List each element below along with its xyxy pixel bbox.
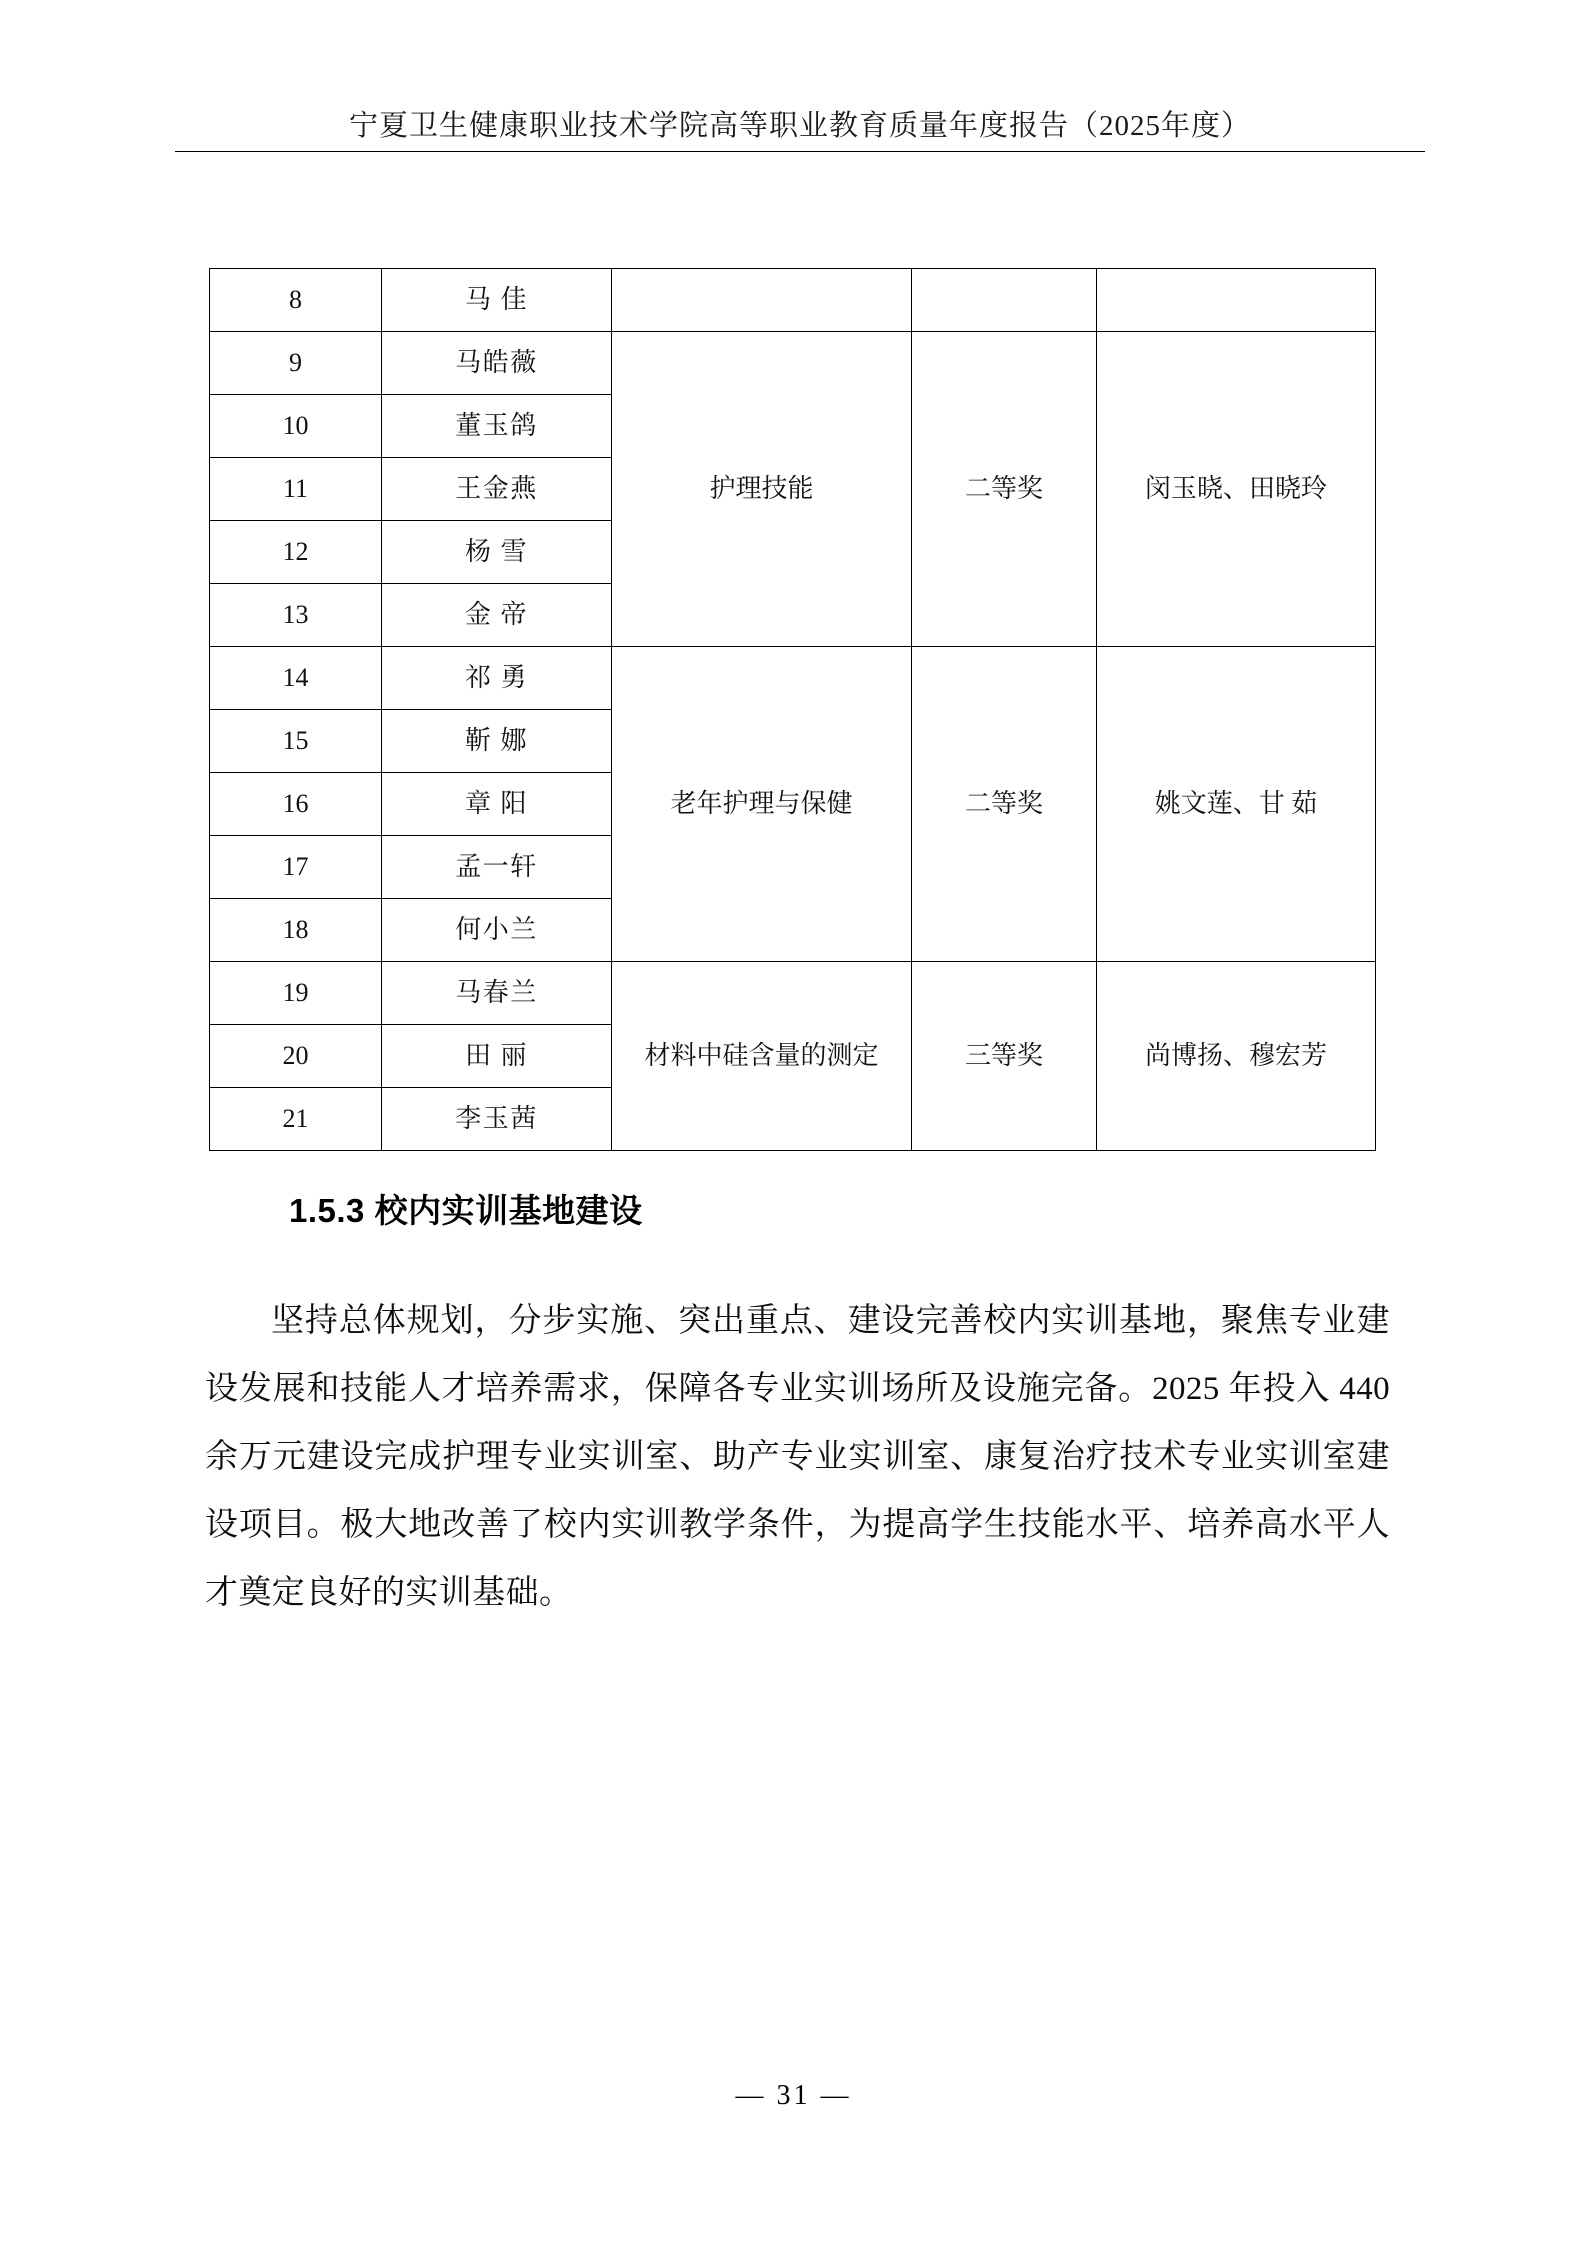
row-award <box>912 269 1097 332</box>
row-number: 19 <box>210 962 382 1025</box>
row-name: 章 阳 <box>382 773 612 836</box>
row-coach <box>1097 269 1376 332</box>
group-coach: 姚文莲、甘 茹 <box>1097 647 1376 962</box>
group-item: 材料中硅含量的测定 <box>612 962 912 1151</box>
row-number: 12 <box>210 521 382 584</box>
row-item <box>612 269 912 332</box>
group-coach: 闵玉晓、田晓玲 <box>1097 332 1376 647</box>
row-name: 王金燕 <box>382 458 612 521</box>
row-number: 8 <box>210 269 382 332</box>
row-number: 16 <box>210 773 382 836</box>
row-name: 李玉茜 <box>382 1088 612 1151</box>
group-award: 三等奖 <box>912 962 1097 1151</box>
group-item: 护理技能 <box>612 332 912 647</box>
row-number: 18 <box>210 899 382 962</box>
row-number: 15 <box>210 710 382 773</box>
section-paragraph: 坚持总体规划，分步实施、突出重点、建设完善校内实训基地，聚焦专业建设发展和技能人才培养需求，保障各专业实训场所及设施完备。2025 年投入 440 余万元建设完成护理专业实训室、助产专业实训室、康复治疗技术专业实训室建设项目。极大地改善了校内实训教学条件，为提高学生技能水平、培养高水平人才奠定良好的实训基础。 <box>205 1303 1390 1611</box>
section-heading: 1.5.3 校内实训基地建设 <box>289 1192 643 1229</box>
row-name: 马 佳 <box>382 269 612 332</box>
header-divider <box>175 151 1425 152</box>
row-name: 祁 勇 <box>382 647 612 710</box>
header-title: 宁夏卫生健康职业技术学院高等职业教育质量年度报告（2025年度） <box>348 110 1251 142</box>
row-name: 马皓薇 <box>382 332 612 395</box>
row-number: 10 <box>210 395 382 458</box>
row-name: 何小兰 <box>382 899 612 962</box>
row-number: 17 <box>210 836 382 899</box>
table-row <box>210 332 1376 395</box>
row-name: 杨 雪 <box>382 521 612 584</box>
page-number: — 31 — <box>735 2080 852 2111</box>
group-award: 二等奖 <box>912 647 1097 962</box>
group-award: 二等奖 <box>912 332 1097 647</box>
row-name: 孟一轩 <box>382 836 612 899</box>
table-row <box>210 962 1376 1025</box>
row-number: 9 <box>210 332 382 395</box>
row-name: 靳 娜 <box>382 710 612 773</box>
table-row <box>210 647 1376 710</box>
group-item: 老年护理与保健 <box>612 647 912 962</box>
row-name: 金 帝 <box>382 584 612 647</box>
row-number: 11 <box>210 458 382 521</box>
group-coach: 尚博扬、穆宏芳 <box>1097 962 1376 1151</box>
row-name: 马春兰 <box>382 962 612 1025</box>
award-table <box>209 268 1376 1151</box>
row-name: 田 丽 <box>382 1025 612 1088</box>
table-row <box>210 269 1376 332</box>
row-number: 14 <box>210 647 382 710</box>
running-header <box>175 108 1425 152</box>
row-number: 21 <box>210 1088 382 1151</box>
row-name: 董玉鸽 <box>382 395 612 458</box>
row-number: 13 <box>210 584 382 647</box>
row-number: 20 <box>210 1025 382 1088</box>
